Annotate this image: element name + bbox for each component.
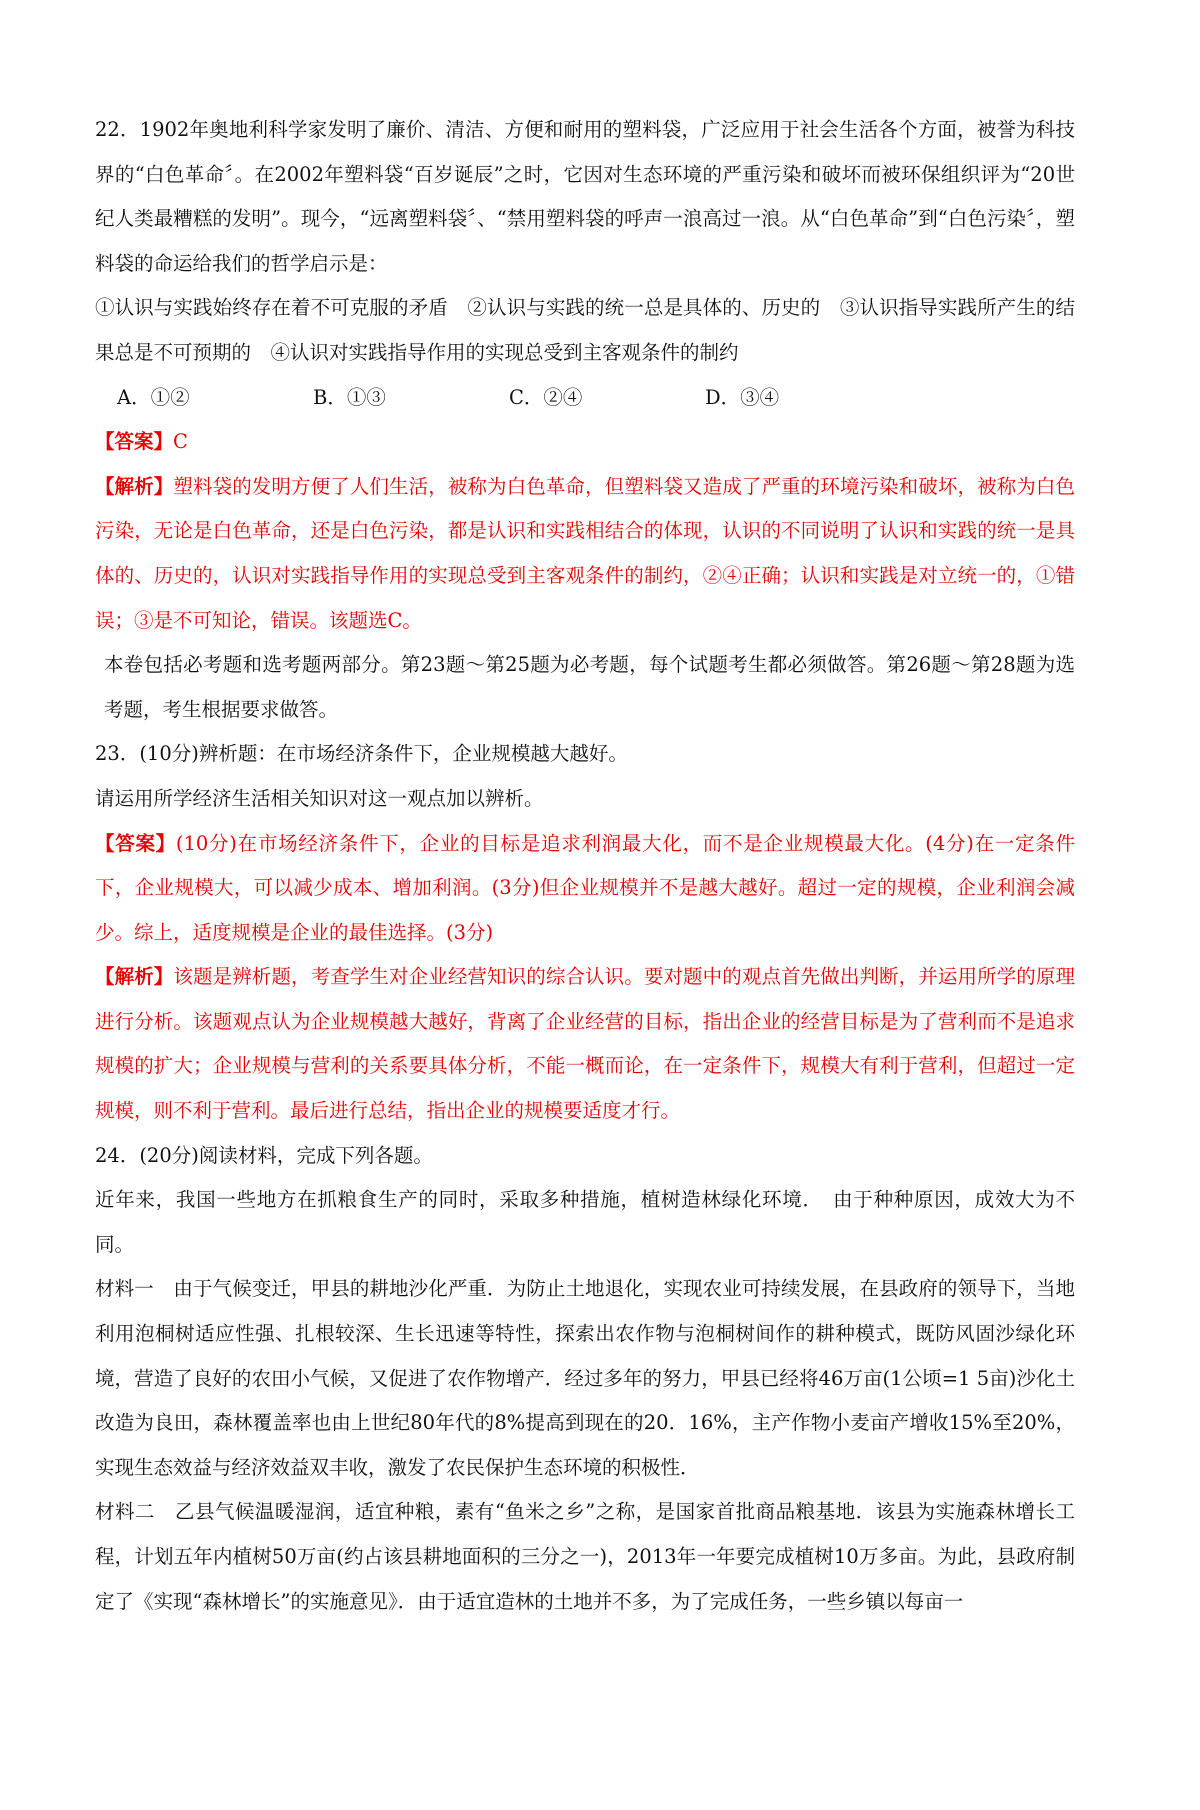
q23-instruction: 请运用所学经济生活相关知识对这一观点加以辨析。 — [95, 786, 544, 810]
q22-analysis — [95, 465, 1075, 643]
q22-option-a: A．①② — [117, 385, 190, 409]
q22-stem: 22．1902年奥地利科学家发明了廉价、清洁、方便和耐用的塑料袋，广泛应用于社会生活各个方面，被誉为科技界的“白色革命〞。在2002年塑料袋“百岁诞辰”之时，它因对生态环境的严重污染和破坏而被环保组织评为“20世纪人类最糟糕的发明”。现今，“远离塑料袋〞、“禁用塑料袋的呼声一浪高过一浪。从“白色革命”到“白色污染〞，塑料袋的命运给我们的哲学启示是： — [95, 118, 1075, 275]
analysis-tag: 【解析】 — [95, 474, 174, 498]
section-note: 本卷包括必考题和选考题两部分。第23题～第25题为必考题，每个试题考生都必须做答。第26题～第28题为选考题，考生根据要求做答。 — [104, 653, 1075, 721]
q24-material-1: 材料一 由于气候变迁，甲县的耕地沙化严重．为防止土地退化，实现农业可持续发展，在县政府的领导下，当地利用泡桐树适应性强、扎根较深、生长迅速等特性，探索出农作物与泡桐树间作的耕种模式，既防风固沙绿化环境，营造了良好的农田小气候，又促进了农作物增产．经过多年的努力，甲县已经将46万亩(1公顷=1 5亩)沙化土改造为良田，森林覆盖率也由上世纪80年代的8%提高到现在的20．16%，主产作物小麦亩产增收15%至20%，实现生态效益与经济效益双丰收，激发了农民保护生态环境的积极性． — [95, 1277, 1075, 1479]
q24-intro: 近年来，我国一些地方在抓粮食生产的同时，采取多种措施，植树造林绿化环境． 由于种种原因，成效大为不同。 — [95, 1188, 1075, 1256]
q23-stem: 23．(10分)辨析题：在市场经济条件下，企业规模越大越好。 — [95, 742, 628, 766]
q22-option-c: C．②④ — [509, 385, 583, 409]
analysis-tag: 【解析】 — [95, 965, 174, 989]
q22-option-b: B．①③ — [313, 385, 386, 409]
answer-text: C — [173, 430, 188, 454]
q24-material-2: 材料二 乙县气候温暖湿润，适宜种粮，素有“鱼米之乡”之称，是国家首批商品粮基地．该县为实施森林增长工程，计划五年内植树50万亩(约占该县耕地面积的三分之一)，2013年一年要完成植树10万多亩。为此，县政府制定了《实现“森林增长”的实施意见》．由于适宜造林的土地并不多，为了完成任务，一些乡镇以每亩一 — [95, 1500, 1075, 1613]
q23-answer — [95, 822, 1075, 956]
answer-tag: 【答案】 — [95, 430, 174, 454]
q23-analysis — [95, 955, 1075, 1133]
answer-text: (10分)在市场经济条件下，企业的目标是追求利润最大化，而不是企业规模最大化。(4分)在一定条件下，企业规模大，可以减少成本、增加利润。(3分)但企业规模并不是越大越好。超过一定的规模，企业利润会减少。综上，适度规模是企业的最佳选择。(3分) — [95, 831, 1075, 944]
q22-options — [95, 376, 1075, 421]
q22-option-d: D．③④ — [705, 385, 780, 409]
answer-tag: 【答案】 — [95, 831, 176, 855]
q22-statements: ①认识与实践始终存在着不可克服的矛盾 ②认识与实践的统一总是具体的、历史的 ③认识指导实践所产生的结果总是不可预期的 ④认识对实践指导作用的实现总受到主客观条件的制约 — [95, 296, 1075, 364]
analysis-text: 塑料袋的发明方便了人们生活，被称为白色革命，但塑料袋又造成了严重的环境污染和破坏，被称为白色污染，无论是白色革命，还是白色污染，都是认识和实践相结合的体现，认识的不同说明了认识和实践的统一是具体的、历史的，认识对实践指导作用的实现总受到主客观条件的制约，②④正确；认识和实践是对立统一的，①错误；③是不可知论，错误。该题选C。 — [95, 474, 1075, 632]
analysis-text: 该题是辨析题，考查学生对企业经营知识的综合认识。要对题中的观点首先做出判断，并运用所学的原理进行分析。该题观点认为企业规模越大越好，背离了企业经营的目标，指出企业的经营目标是为了营利而不是追求规模的扩大；企业规模与营利的关系要具体分析，不能一概而论，在一定条件下，规模大有利于营利，但超过一定规模，则不利于营利。最后进行总结，指出企业的规模要适度才行。 — [95, 965, 1075, 1123]
document-page — [95, 108, 1075, 1624]
q24-stem: 24．(20分)阅读材料，完成下列各题。 — [95, 1143, 433, 1167]
q22-answer — [95, 420, 1075, 465]
